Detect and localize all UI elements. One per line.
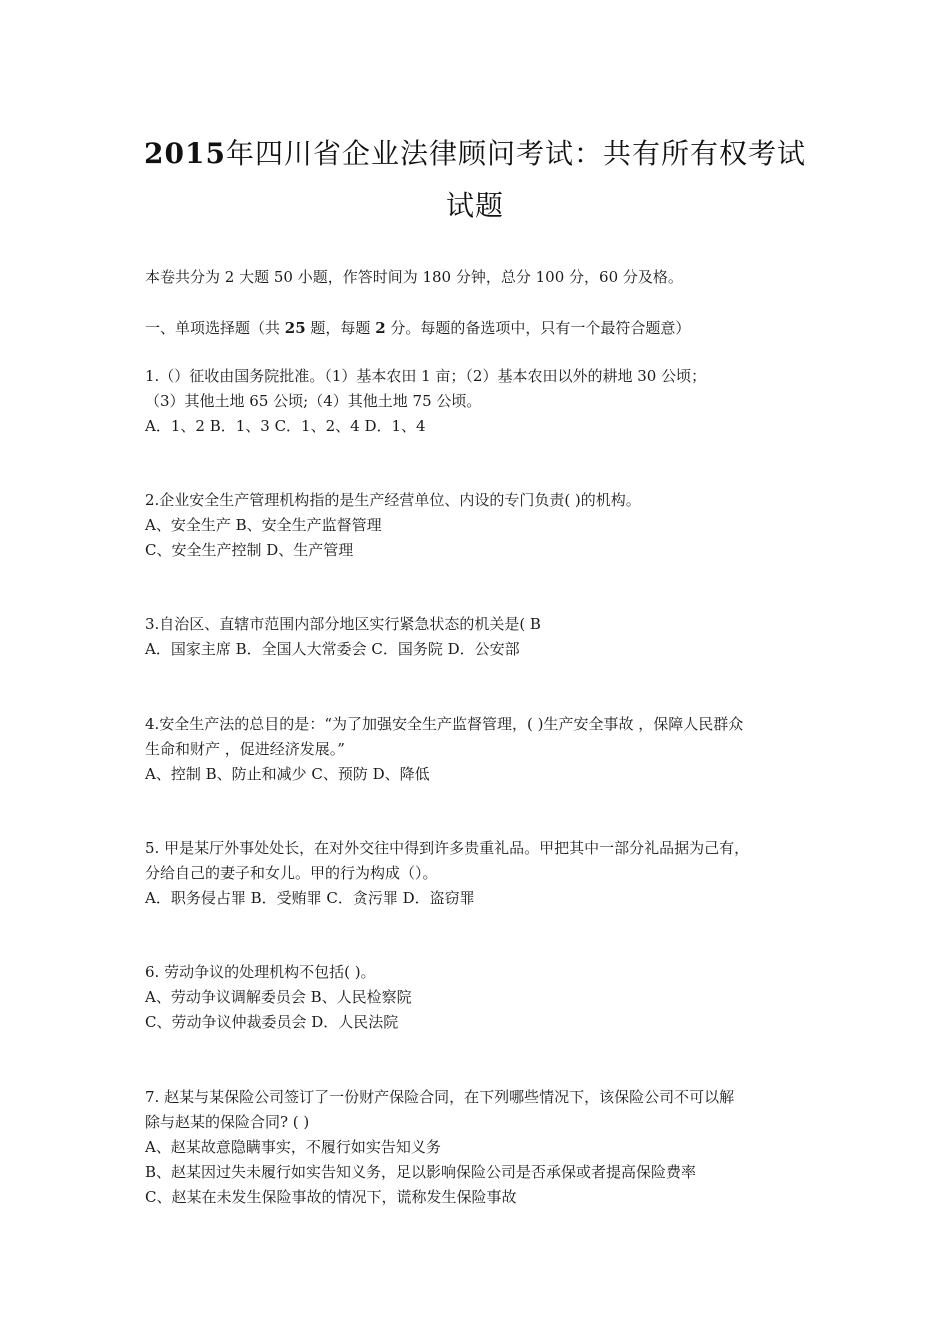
section-question-count: 25	[284, 319, 306, 337]
question-2	[145, 488, 813, 563]
question-3	[145, 612, 813, 662]
title-year: 2015	[144, 137, 226, 170]
question-2-options-cd: C、安全生产控制 D、生产管理	[145, 541, 354, 559]
section-mid: 题，每题	[305, 319, 376, 337]
question-5-options: A．职务侵占罪 B．受贿罪 C．贪污罪 D．盗窃罪	[145, 889, 475, 907]
question-7-stem-cont: 除与赵某的保险合同? ( )	[145, 1113, 310, 1131]
question-7	[145, 1085, 813, 1210]
question-5	[145, 836, 813, 911]
document-title	[60, 128, 890, 232]
section-suffix: 分。每题的备选项中，只有一个最符合题意）	[385, 319, 691, 337]
question-4-options: A、控制 B、防止和减少 C、预防 D、降低	[145, 765, 430, 783]
question-6	[145, 960, 813, 1035]
question-1	[145, 364, 813, 439]
question-7-option-c: C、赵某在未发生保险事故的情况下，谎称发生保险事故	[145, 1188, 517, 1206]
title-main-text: 年四川省企业法律顾问考试：共有所有权考试	[225, 137, 806, 170]
section-score: 2	[375, 319, 386, 337]
question-5-stem-cont: 分给自己的妻子和女儿。甲的行为构成（）。	[145, 864, 438, 882]
question-7-option-a: A、赵某故意隐瞒事实，不履行如实告知义务	[145, 1138, 441, 1156]
question-7-option-b: B、赵某因过失未履行如实告知义务，足以影响保险公司是否承保或者提高保险费率	[145, 1163, 697, 1181]
question-2-stem: 2.企业安全生产管理机构指的是生产经营单位、内设的专门负责( )的机构。	[145, 491, 641, 509]
section-heading	[145, 317, 690, 339]
question-3-options: A．国家主席 B．全国人大常委会 C．国务院 D．公安部	[145, 640, 520, 658]
question-2-options-ab: A、安全生产 B、安全生产监督管理	[145, 516, 382, 534]
question-4-stem: 4.安全生产法的总目的是：“为了加强安全生产监督管理，( )生产安全事故 ，保障人民群众	[145, 715, 744, 733]
question-6-options-cd: C、劳动争议仲裁委员会 D．人民法院	[145, 1013, 399, 1031]
question-5-stem: 5. 甲是某厅外事处处长，在对外交往中得到许多贵重礼品。甲把其中一部分礼品据为己有，	[145, 839, 750, 857]
section-prefix: 一、单项选择题（共	[145, 319, 285, 337]
title-line-1	[60, 128, 890, 180]
question-1-stem: 1.（）征收由国务院批准。（1）基本农田 1 亩；（2）基本农田以外的耕地 30 公顷；	[145, 367, 707, 385]
question-1-options: A．1、2 B．1、3 C．1、2、4 D．1、4	[145, 417, 426, 435]
exam-instructions: 本卷共分为 2 大题 50 小题，作答时间为 180 分钟，总分 100 分，60 分及格。	[145, 268, 683, 286]
question-6-options-ab: A、劳动争议调解委员会 B、人民检察院	[145, 988, 412, 1006]
question-4-stem-cont: 生命和财产 ，促进经济发展。”	[145, 740, 345, 758]
title-line-2: 试题	[445, 189, 504, 222]
question-6-stem: 6. 劳动争议的处理机构不包括( )。	[145, 963, 376, 981]
question-1-stem-cont: （3）其他土地 65 公顷;（4）其他土地 75 公顷。	[145, 392, 482, 410]
question-3-stem: 3.自治区、直辖市范围内部分地区实行紧急状态的机关是( B	[145, 615, 541, 633]
question-7-stem: 7. 赵某与某保险公司签订了一份财产保险合同，在下列哪些情况下，该保险公司不可以解	[145, 1088, 735, 1106]
question-4	[145, 712, 813, 787]
